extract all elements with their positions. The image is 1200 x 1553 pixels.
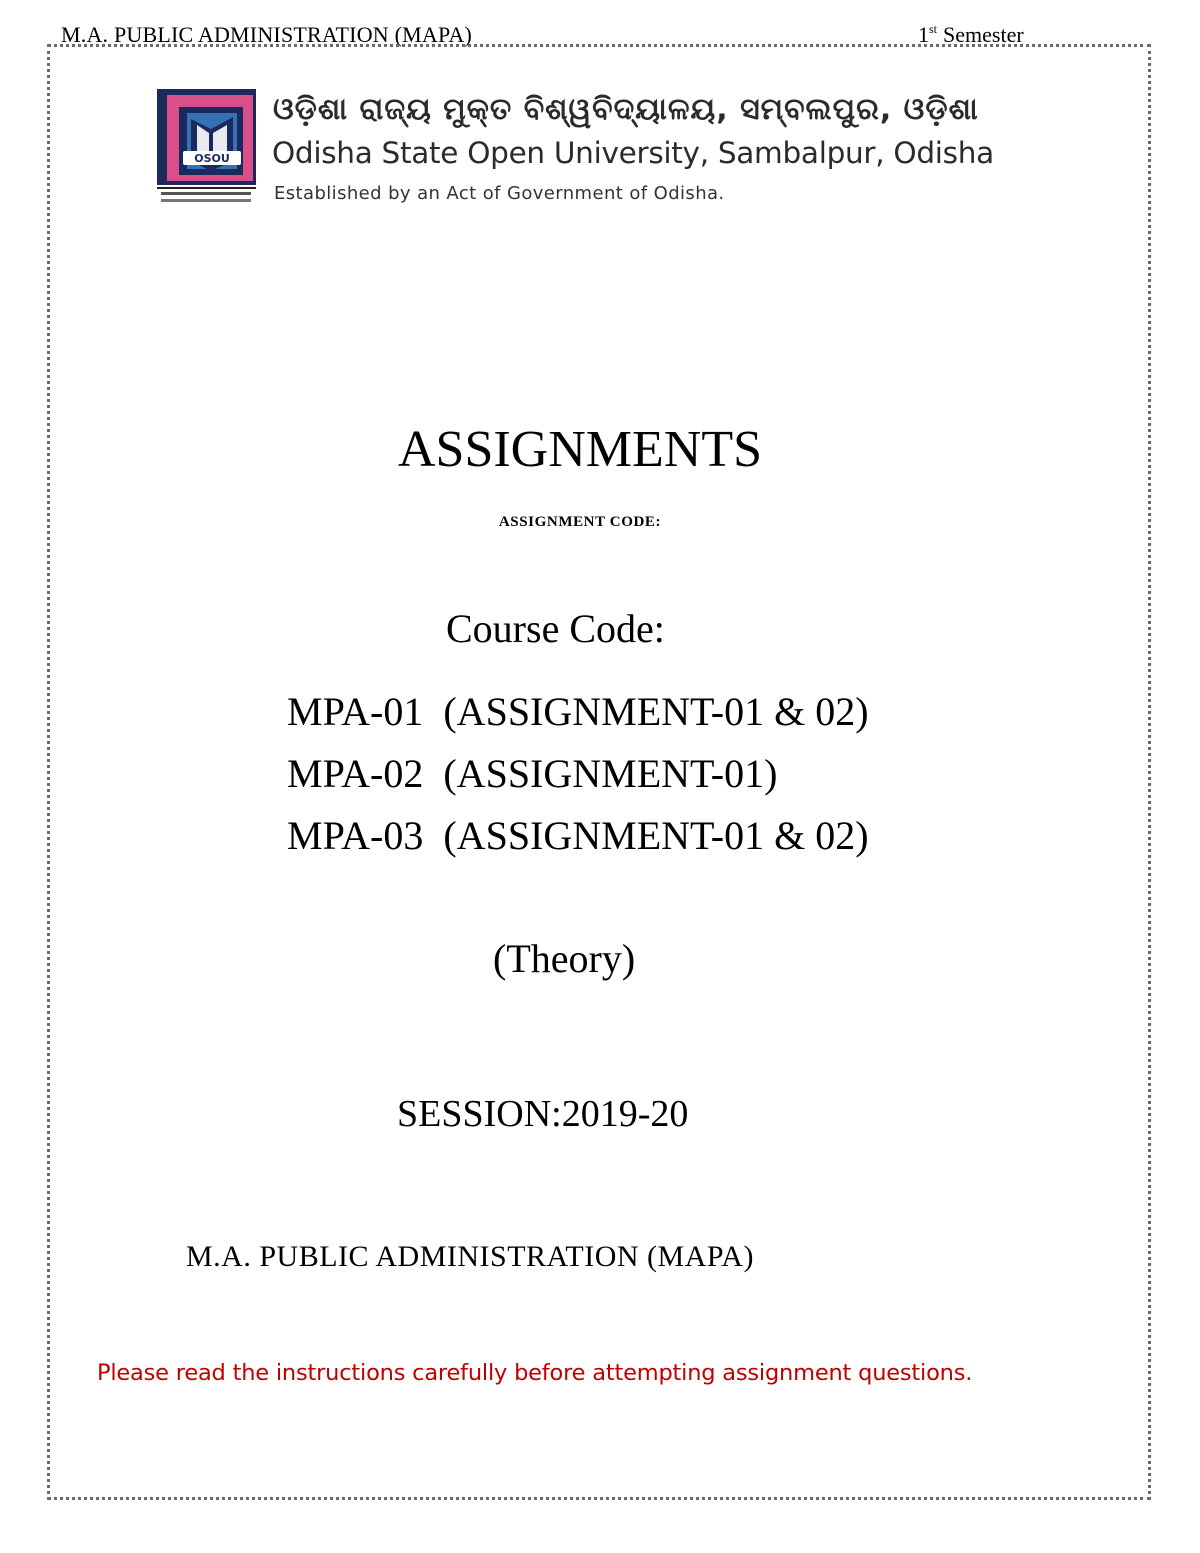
semester-word: Semester bbox=[943, 22, 1024, 47]
page-title: ASSIGNMENTS bbox=[397, 421, 763, 478]
university-tagline: Established by an Act of Government of Odisha. bbox=[274, 183, 725, 204]
assignment-code-label: ASSIGNMENT CODE: bbox=[498, 514, 662, 530]
course-type: (Theory) bbox=[493, 936, 636, 981]
course-code: MPA-01 bbox=[287, 689, 424, 734]
header-program-title: M.A. PUBLIC ADMINISTRATION (MAPA) bbox=[61, 22, 472, 47]
university-name-english: Odisha State Open University, Sambalpur, Odisha bbox=[272, 136, 994, 170]
university-name-odia: ଓଡ଼ିଶା ରାଜ୍ୟ ମୁକ୍ତ ବିଶ୍ୱବିଦ୍ୟାଳୟ, ସମ୍ବଲପୁର, ଓଡ଼ିଶା bbox=[273, 92, 979, 127]
osou-logo bbox=[157, 89, 256, 209]
instruction-note: Please read the instructions carefully before attempting assignment questions. bbox=[97, 1360, 973, 1386]
logo-text: OSOU bbox=[194, 152, 230, 165]
course-assignments: (ASSIGNMENT-01 & 02) bbox=[443, 689, 869, 734]
course-assignments: (ASSIGNMENT-01) bbox=[443, 751, 778, 796]
course-line bbox=[287, 750, 777, 797]
course-line bbox=[287, 688, 869, 735]
course-assignments: (ASSIGNMENT-01 & 02) bbox=[443, 813, 869, 858]
semester-number: 1 bbox=[918, 22, 929, 47]
semester-ordinal-suffix: st bbox=[929, 22, 938, 36]
program-name: M.A. PUBLIC ADMINISTRATION (MAPA) bbox=[186, 1240, 754, 1273]
course-code-label: Course Code: bbox=[446, 606, 665, 651]
course-line bbox=[287, 812, 869, 859]
course-code: MPA-03 bbox=[287, 813, 424, 858]
course-code: MPA-02 bbox=[287, 751, 424, 796]
session-label: SESSION:2019-20 bbox=[397, 1093, 689, 1135]
